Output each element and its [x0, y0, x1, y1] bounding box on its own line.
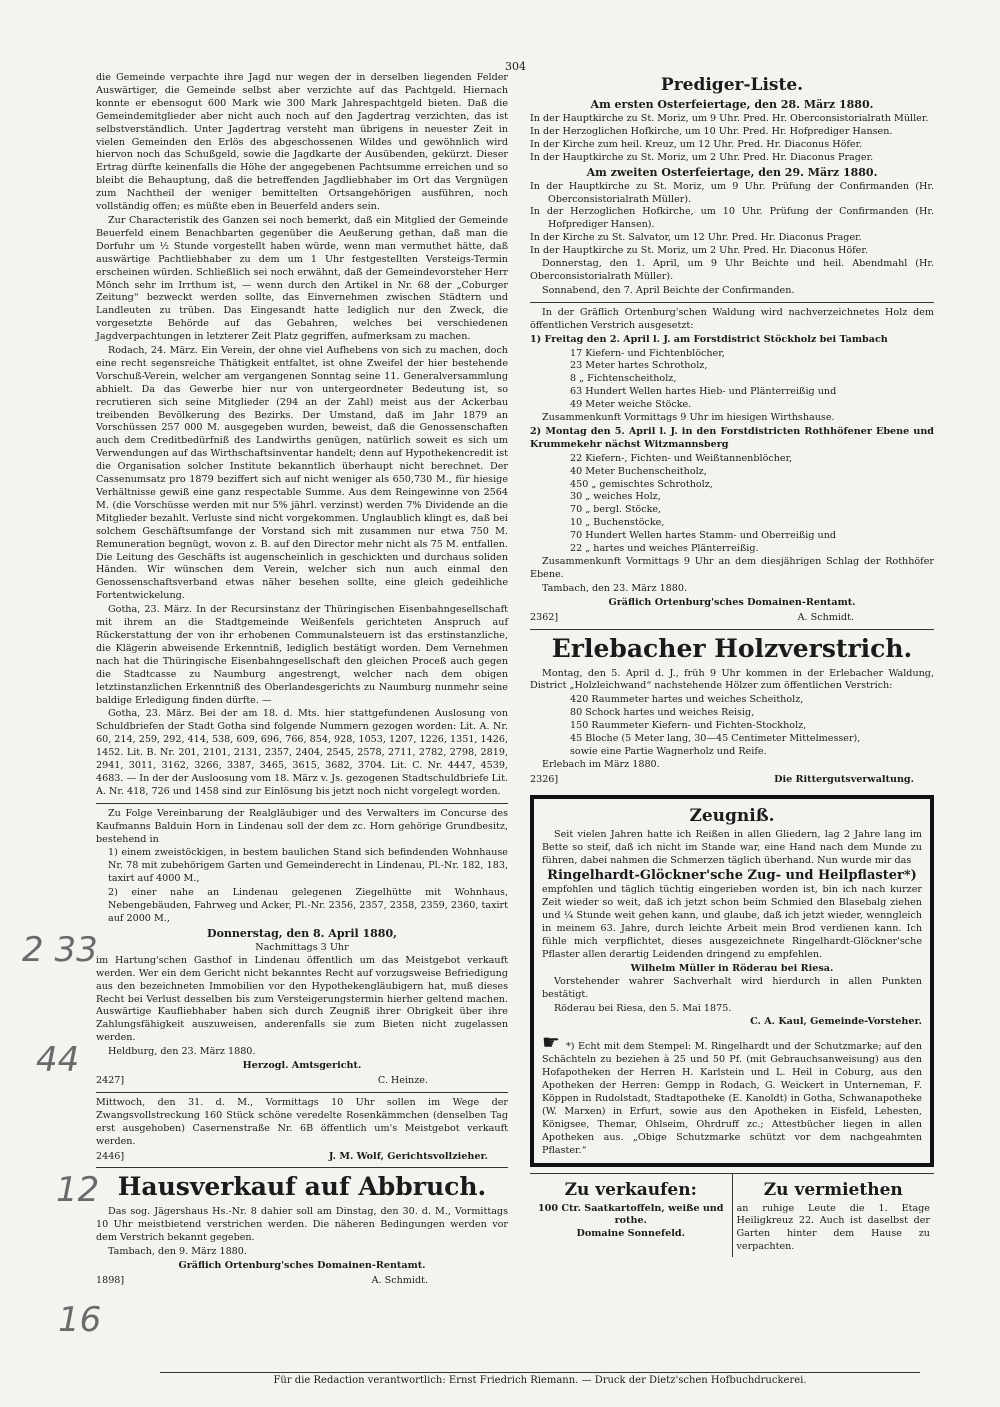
divider [96, 803, 508, 804]
holz-item: 23 Meter hartes Schrotholz, [570, 360, 708, 372]
divider [96, 1167, 508, 1168]
service-entry: In der Hauptkirche zu St. Moriz, um 9 Uhr. Pred. Hr. Oberconsistorialrath Müller. [530, 113, 929, 124]
article-gotha-auslosung: Gotha, 23. März. Bei der am 18. d. Mts. hier stattgefundenen Auslosung von Schuldbriefen der Stadt Gotha sind folgende Nummern gezogen worden: Lit. A. Nr. 60, 214, 259, 292, 414, 538, 609, 696, 766, 854, 928, 1053, 1207, 1226, 1351, 1426, 1452. Lit. B. Nr. 201, 2101, 2131, 2357, 2404, 2545, 2578, 2711, 2782, 2798, 2819, 2941, 3011, 3162, 3266, 3387, 3465, 3615, 3682, 3704. Lit. C. Nr. 4447, 4539, 4683. — In der der Ausloosung vom 18. März v. Js. gezogenen Stadtschuldbriefe Lit. A. Nr. 418, 726 und 1458 sind zur Einlösung bis jetzt noch nicht vorgelegt worden. [96, 708, 508, 797]
ad-horn-item: 2) einer nahe an Lindenau gelegenen Ziegelhütte mit Wohnhaus, Nebengebäuden, Fahrweg und Acker, Pl.-Nr. 2356, 2357, 2358, 2359, 2360, taxirt auf 2000 M., [108, 887, 508, 924]
holz-item: 40 Meter Buchenscheitholz, [570, 465, 707, 477]
erlebach-item: 80 Schock hartes und weiches Reisig, [570, 707, 755, 719]
ad-number: 2362] [530, 611, 559, 623]
ad-horn-date: Donnerstag, den 8. April 1880, [207, 926, 397, 940]
ad-horn-authority: Herzogl. Amtsgericht. [242, 1060, 362, 1072]
divider [530, 302, 934, 303]
page-number: 304 [505, 60, 526, 73]
ad-number: 2326] [530, 773, 559, 785]
ad-wolf [96, 1097, 508, 1164]
holz-item: 63 Hundert Wellen hartes Hieb- und Plänterreißig und [570, 386, 837, 398]
vermiethen-body: an ruhige Leute die 1. Etage Heiligkreuz 22. Auch ist daselbst der Garten hinter dem Hause zu verpachten. [736, 1202, 930, 1253]
zeugnis-box [530, 795, 934, 1167]
ad-hausverkauf-place: Tambach, den 9. März 1880. [108, 1246, 247, 1258]
article-jagd: die Gemeinde verpachte ihre Jagd nur wegen der in derselben liegenden Felder Auswärtiger, die Gemeinde selbst aber verzichte auf das Pachtgeld. Hiernach konnte er ebensogut 600 Mark wie 300 Mark Jahrespachtgeld bieten. Daß die Gemeindemitglieder aber nicht auch noch auf den Jagdertrag verzichten, das ist selbstverständlich. Unter Jagdertrag versteht man übrigens in neuester Zeit in vielen Gemeinden den Erlös des abgeschossenen Wildes und gewöhnlich wird hiervon noch das Schußgeld, sowie die Jagdkarte der Ausübenden, gekürzt. Dieser Ertrag dürfte keinenfalls die Höhe der angegebenen Pachtsumme erreichen und so bleibt die Behauptung, daß die betreffenden Jagdliebhaber im Ort das Vergnügen zum Nachtheil der weniger bemittelten Ortsangehörigen ausführen, noch vollständig offen; es müßte eben in Beuerfeld anders sein. [96, 72, 508, 213]
zeugnis-note: *) Echt mit dem Stempel: M. Ringelhardt und der Schutzmarke; auf den Schächteln zu beziehen à 25 und 50 Pf. (mit Gebrauchsanweisung) aus den Hofapotheken der Herren H. Karlstein und L. Heil in Coburg, aus den Apotheken der Herren: Gempp in Rodach, G. Weickert in Unterneman, F. Köppen in Rudolstadt, Stadtapotheke (E. Kanoldt) in Gotha, Schwanapotheke (W. Marxen) in Erfurt, sowie aus den Apotheken in Eisfeld, Lehesten, Königsee, Themar, Ohlseim, Ohrdruff zc.; Attestbücher liegen in allen Apotheken aus. „Obige Schutzmarke schützt vor dem nachgeahmten Pflaster.“ [542, 1041, 922, 1156]
article-jagd-continued: Zur Characteristik des Ganzen sei noch bemerkt, daß ein Mitglied der Gemeinde Beuerfeld einem Benachbarten gegenüber die Aeußerung gethan, daß man die Dorfuhr um ½ Stunde vorgestellt haben würde, wenn man vermuthet hätte, daß auswärtige Pachtliebhaber zu dem um 1 Uhr festgestellten Versteigs-Termin erscheinen würden. Schließlich sei noch erwähnt, daß der Gemeindevorsteher Herr Mönch sehr im Irrthum ist, — wenn durch den Artikel in Nr. 68 der „Coburger Zeitung“ bezweckt werden sollte, das Einvernehmen zwischen Städtern und Landleuten zu trüben. Das Eingesandt hatte lediglich nur den Zweck, die vorgesetzte Behörde auf das Gebahren, welches bei verschiedenen Jagdverpachtungen in letzterer Zeit Platz gegriffen, aufmerksam zu machen. [96, 214, 508, 343]
holz-second-meet: Zusammenkunft Vormittags 9 Uhr an dem diesjährigen Schlag der Rothhöfer Ebene. [530, 556, 934, 580]
ad-signature: A. Schmidt. [371, 1274, 428, 1286]
right-column [530, 72, 934, 1257]
holz-second-list [570, 453, 934, 556]
zeugnis-text: Seit vielen Jahren hatte ich Reißen in allen Gliedern, lag 2 Jahre lang im Bette so steif, daß ich nicht im Stande war, eine Hand nach dem Munde zu führen, dabei nahmen die Schmerzen täglich überhand. Nun wurde mir das [542, 828, 922, 866]
erlebach-item: sowie eine Partie Wagnerholz und Reife. [570, 745, 767, 757]
ad-number: 2427] [96, 1074, 125, 1086]
service-entry: In der Hauptkirche zu St. Moriz, um 2 Uhr. Pred. Hr. Diaconus Höfer. [530, 245, 868, 257]
ad-hausverkauf-authority: Gräflich Ortenburg'sches Domainen-Rentamt. [178, 1260, 426, 1272]
holz-item: 70 Hundert Wellen hartes Stamm- und Oberreißig und [570, 530, 837, 542]
ad-vermiethen [732, 1174, 935, 1258]
ad-signature: J. M. Wolf, Gerichtsvollzieher. [328, 1150, 488, 1162]
prediger-liste-title: Prediger-Liste. [660, 75, 804, 95]
ad-erlebach [530, 634, 934, 787]
holz-second-head: 2) Montag den 5. April l. J. in den Forstdistricten Rothhöfener Ebene und Krummekehr nächst Witzmannsberg [530, 425, 934, 450]
erlebach-list [570, 694, 934, 759]
erlebach-item: 150 Raummeter Kiefern- und Fichten-Stockholz, [570, 720, 807, 732]
erlebach-item: 45 Bloche (5 Meter lang, 30—45 Centimeter Mittelmesser), [570, 733, 861, 745]
ad-wolf-body: Mittwoch, den 31. d. M., Vormittags 10 Uhr sollen im Wege der Zwangsvollstreckung 160 Stück schöne veredelte Rosenkämmchen (denselben Tag erst ausgehoben) Casernenstraße Nr. 6B öffentlich um's Meistgebot verkauft werden. [96, 1096, 508, 1147]
holz-place: Tambach, den 23. März 1880. [542, 582, 688, 594]
holz-intro: In der Gräflich Ortenburg'schen Waldung wird nachverzeichnetes Holz dem öffentlichen Verstrich ausgesetzt: [530, 306, 934, 331]
article-rodach: Rodach, 24. März. Ein Verein, der ohne viel Aufhebens von sich zu machen, doch eine recht segensreiche Thätigkeit entfaltet, ist ohne Zweifel der hier bestehende Vorschuß-Verein, welcher am vergangenen Sonntag seine 11. Generalversammlung abhielt. Da das Gewerbe hier nur von untergeordneter Bedeutung ist, so recrutieren sich seine Mitglieder (294 an der Zahl) meist aus der Ackerbau treibenden Bevölkerung des Bezirks. Der Umstand, daß im Jahr 1879 an Vorschüssen 257 000 M. ausgegeben wurden, beweist, daß die Genossenschaften auch dem Creditbedürfniß des Landwirths genügen, natürlich soweit es sich um Verwendungen auf das Wirthschaftsinventar handelt; denn auf Hypothekencredit ist die Organisation solcher Institute bekanntlich überhaupt nicht berechnet. Der Cassenumsatz pro 1879 beziffert sich auf nicht weniger als 650,730 M., für hiesige Verhältnisse gewiß eine ganz respectable Summe. Aus dem Reingewinne von 2564 M. (die Vorschüsse werden mit nur 5% jährl. verzinst) werden 7% Dividende an die Mitglieder bezahlt. Verluste sind nicht vorgekommen. Unglaublich klingt es, daß bei solchem Geschäftsumfange der Vorstand sich mit zusammen nur etwa 750 M. Remuneration begnügt, wovon z. B. auf den Director mehr nicht als 75 M. entfallen. Die Leitung des Geschäfts ist augenscheinlich in geschickten und durchaus soliden Händen. Wir wünschen dem Verein, welcher sich nun auch einmal den Genossenschaftsverband etwas näher besehen sollte, eine gleich gedeihliche Fortentwickelung. [96, 345, 508, 602]
ad-horn-body: im Hartung'schen Gasthof in Lindenau öffentlich um das Meistgebot verkauft werden. Wer ein dem Gericht nicht bekanntes Recht auf vorzugsweise Befriedigung aus den bezeichneten Immobilien vor den Hypothekengläubigern hat, muß dieses Recht bei Verlust desselben bis zum Versteigerungstermin hierher geltend machen. Auswärtige Kaufliebhaber haben sich durch Zeugniß ihrer Obrigkeit über ihre Zahlungsfähigkeit auszuweisen, anderenfalls sie zum Bieten nicht zugelassen werden. [96, 954, 508, 1044]
ad-signature: Die Rittergutsverwaltung. [774, 773, 914, 785]
ad-hausverkauf [96, 1172, 508, 1287]
left-column [96, 72, 508, 1288]
zeugnis-place: Röderau bei Riesa, den 5. Mai 1875. [554, 1002, 732, 1014]
holz-item: 22 Kiefern-, Fichten- und Weißtannenblöcher, [570, 452, 793, 464]
erlebach-title: Erlebacher Holzverstrich. [551, 633, 913, 663]
imprint-footer: Für die Redaction verantwortlich: Ernst Friedrich Riemann. — Druck der Dietz'schen Hofbuchdruckerei. [160, 1372, 920, 1386]
ad-number: 2446] [96, 1150, 125, 1162]
easter-first-day: Am ersten Osterfeiertage, den 28. März 1880. [590, 98, 874, 111]
ad-holz-ortenburg [530, 307, 934, 625]
erlebach-item: 420 Raummeter hartes und weiches Scheitholz, [570, 694, 804, 706]
pencil-mark: 16 [58, 1300, 102, 1340]
pencil-mark: 44 [36, 1040, 80, 1080]
ad-horn-time: Nachmittags 3 Uhr [255, 941, 349, 953]
pencil-mark: 12 [56, 1170, 100, 1210]
zeugnis-signature: Wilhelm Müller in Röderau bei Riesa. [630, 962, 834, 974]
easter-second-list [530, 181, 934, 258]
zeugnis-official: C. A. Kaul, Gemeinde-Vorsteher. [750, 1016, 922, 1028]
ad-hausverkauf-title: Hausverkauf auf Abbruch. [117, 1172, 487, 1202]
easter-saturday: Sonnabend, den 7. April Beichte der Confirmanden. [542, 284, 795, 296]
easter-thursday: Donnerstag, den 1. April, um 9 Uhr Beichte und heil. Abendmahl (Hr. Oberconsistorialrath Müller). [530, 258, 934, 282]
holz-item: 450 „ gemischtes Schrotholz, [570, 478, 713, 490]
ad-horn-item: 1) einem zweistöckigen, in bestem baulichen Stand sich befindenden Wohnhause Nr. 78 mit zubehörigem Garten und Gemeinderecht in Lindenau, Pl.-Nr. 182, 183, taxirt auf 4000 M., [108, 847, 508, 885]
holz-item: 22 „ hartes und weiches Plänterreißig. [570, 543, 759, 555]
easter-first-list [530, 113, 934, 165]
holz-first-meet: Zusammenkunft Vormittags 9 Uhr im hiesigen Wirthshause. [542, 412, 835, 424]
service-entry: In der Kirche zu St. Salvator, um 12 Uhr. Pred. Hr. Diaconus Prager. [530, 232, 862, 244]
ad-horn [96, 808, 508, 1088]
service-entry: In der Hauptkirche zu St. Moriz, um 2 Uhr. Pred. Hr. Diaconus Prager. [530, 151, 874, 163]
verkaufen-signature: Domaine Sonnefeld. [576, 1228, 685, 1240]
zeugnis-text: empfohlen und täglich tüchtig eingerieben worden ist, bin ich nach kurzer Zeit wieder so weit, daß ich jetzt schon beim Schmied den Blasebalg ziehen und ¼ Stunde weit gehen kann, und glaube, daß ich jetzt wieder, wenngleich in meinem 63. Jahre, durch leichte Arbeit mein Brod verdienen kann. Ich fühle mich verpflichtet, dieses ausgezeichnete Ringelhardt-Glöckner'sche Pflaster allen derartig Leidenden dringend zu empfehlen. [542, 884, 922, 960]
holz-item: 17 Kiefern- und Fichtenblöcher, [570, 347, 725, 359]
verkaufen-body: 100 Ctr. Saatkartoffeln, weiße und rothe. [537, 1202, 724, 1227]
ad-signature: A. Schmidt. [797, 611, 854, 623]
ad-horn-place: Heldburg, den 23. März 1880. [108, 1046, 256, 1058]
verkaufen-title: Zu verkaufen: [564, 1179, 697, 1200]
service-entry: In der Hauptkirche zu St. Moriz, um 9 Uhr. Prüfung der Confirmanden (Hr. Oberconsistorialrath Müller). [530, 180, 934, 205]
divider [96, 1092, 508, 1093]
ad-number: 1898] [96, 1274, 125, 1286]
pointing-hand-icon: ☛ [542, 1030, 560, 1055]
holz-first-head: 1) Freitag den 2. April l. J. am Forstdistrict Stöckholz bei Tambach [530, 333, 888, 345]
zeugnis-product: Ringelhardt-Glöckner'sche Zug- und Heilpflaster*) [547, 868, 917, 884]
holz-first-list [570, 348, 934, 413]
zeugnis-confirmation: Vorstehender wahrer Sachverhalt wird hierdurch in allen Punkten bestätigt. [542, 975, 922, 1000]
holz-item: 70 „ bergl. Stöcke, [570, 504, 662, 516]
article-gotha-eisenbahn: Gotha, 23. März. In der Recursinstanz der Thüringischen Eisenbahngesellschaft mit ihrem an die Stadtgemeinde Weißenfels gerichteten Anspruch auf Rückerstattung der von ihr erhobenen Communalsteuern ist das erstinstanzliche, die Klägerin abweisende Erkenntniß, lediglich bestätigt worden. Dem Vernehmen nach hat die Thüringische Eisenbahngesellschaft den gleichen Proceß auch gegen die Stadtcasse zu Naumburg angestrengt, welcher nach dem obigen letztinstanzlichen Erkenntniß des Oberlandesgerichts zu Naumburg nunmehr seine baldige Erledigung finden dürfte. — [96, 604, 508, 706]
ad-horn-intro: Zu Folge Vereinbarung der Realgläubiger und des Verwalters im Concurse des Kaufmanns Balduin Horn in Lindenau soll der dem zc. Horn gehörige Grundbesitz, bestehend in [96, 807, 508, 845]
ad-verkaufen [530, 1174, 732, 1258]
erlebach-place: Erlebach im März 1880. [542, 758, 660, 770]
pencil-mark: 2 33 [22, 930, 98, 970]
ad-hausverkauf-body: Das sog. Jägershaus Hs.-Nr. 8 dahier soll am Dinstag, den 30. d. M., Vormittags 10 Uhr meistbietend verstrichen werden. Die näheren Bedingungen werden vor dem Verstrich bekannt gegeben. [96, 1206, 508, 1244]
erlebach-body: Montag, den 5. April d. J., früh 9 Uhr kommen in der Erlebacher Waldung, District „Holzleichwand“ nachstehende Hölzer zum öffentlichen Verstrich: [530, 667, 934, 692]
service-entry: In der Kirche zum heil. Kreuz, um 12 Uhr. Pred. Hr. Diaconus Höfer. [530, 138, 863, 150]
zeugnis-title: Zeugniß. [689, 805, 775, 826]
vermiethen-title: Zu vermiethen [763, 1179, 903, 1200]
divider [530, 629, 934, 630]
service-entry: In der Herzoglichen Hofkirche, um 10 Uhr. Prüfung der Confirmanden (Hr. Hofprediger Hansen). [530, 206, 934, 231]
holz-item: 8 „ Fichtenscheitholz, [570, 373, 677, 385]
ad-signature: C. Heinze. [377, 1074, 428, 1086]
small-ads-row [530, 1173, 934, 1258]
holz-item: 30 „ weiches Holz, [570, 491, 661, 503]
holz-item: 49 Meter weiche Stöcke. [570, 399, 692, 411]
easter-second-day: Am zweiten Osterfeiertage, den 29. März 1880. [586, 165, 878, 179]
holz-authority: Gräflich Ortenburg'sches Domainen-Rentamt. [608, 596, 856, 608]
holz-item: 10 „ Buchenstöcke, [570, 517, 665, 529]
service-entry: In der Herzoglichen Hofkirche, um 10 Uhr. Pred. Hr. Hofprediger Hansen. [530, 125, 893, 137]
